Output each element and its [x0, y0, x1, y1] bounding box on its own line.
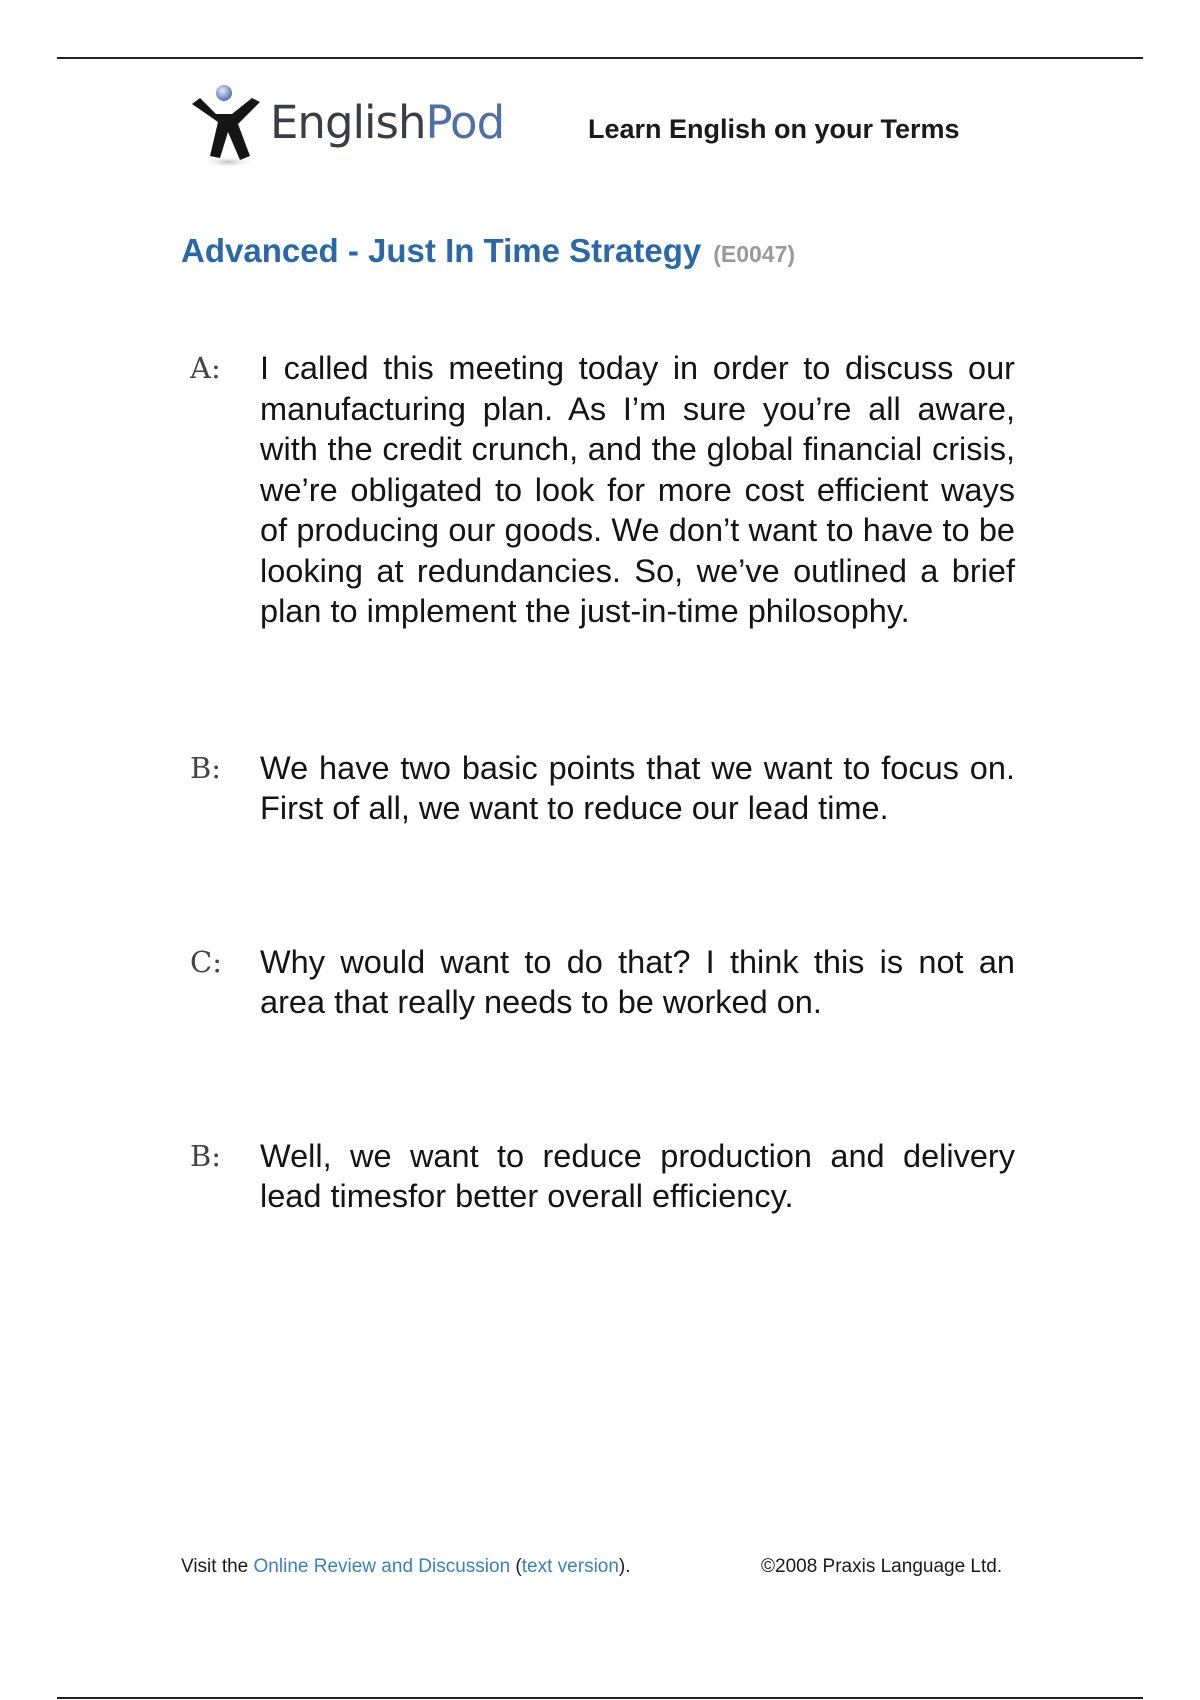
visit-prefix: Visit the — [181, 1556, 254, 1577]
englishpod-logo — [188, 82, 518, 172]
episode-code: (E0047) — [713, 241, 796, 267]
speaker-label: C: — [190, 944, 222, 979]
speaker-label: B: — [190, 1138, 222, 1173]
paren-open: ( — [510, 1556, 522, 1577]
paren-close: ). — [618, 1556, 631, 1577]
dialogue-text: I called this meeting today in order to discuss our manufacturing plan. As I’m sure you’re all aware, with the credit crunch, and the global financial crisis, we’re obligated to look for more cost efficient ways of producing our goods. We don’t want to have to be looking at redundancies. So, we’ve outlined a brief plan to implement the just-in-time philosophy. — [260, 350, 1015, 629]
dialogue-text: Why would want to do that? I think this is not an area that really needs to be worked on. — [260, 943, 1015, 1020]
online-review-link[interactable]: Online Review and Discussion — [253, 1556, 511, 1577]
text-version-link[interactable]: text version — [521, 1556, 619, 1577]
speaker-label: A: — [190, 351, 221, 385]
logo-word-pod: Pod — [425, 95, 505, 149]
dialogue — [190, 348, 1015, 1217]
tagline: Learn English on your Terms — [588, 114, 960, 144]
footer-visit-text — [181, 1556, 631, 1578]
logo-wordmark — [270, 96, 504, 149]
lesson-title-row — [181, 232, 795, 270]
copyright: ©2008 Praxis Language Ltd. — [761, 1556, 1003, 1577]
dialogue-line — [190, 1136, 1015, 1217]
dialogue-line — [190, 942, 1015, 1023]
logo-word-english: English — [270, 95, 426, 149]
person-figure-icon — [188, 84, 264, 170]
dialogue-text: Well, we want to reduce production and delivery lead timesfor better overall efficiency. — [260, 1137, 1015, 1214]
page-header — [180, 82, 980, 172]
top-rule — [57, 57, 1143, 59]
dialogue-text: We have two basic points that we want to focus on. First of all, we want to reduce our lead time. — [260, 749, 1015, 826]
speaker-label: B: — [190, 750, 222, 785]
dialogue-line — [190, 748, 1015, 829]
lesson-title: Advanced - Just In Time Strategy — [181, 232, 702, 269]
bottom-rule — [57, 1697, 1143, 1699]
dialogue-line — [190, 348, 1015, 632]
